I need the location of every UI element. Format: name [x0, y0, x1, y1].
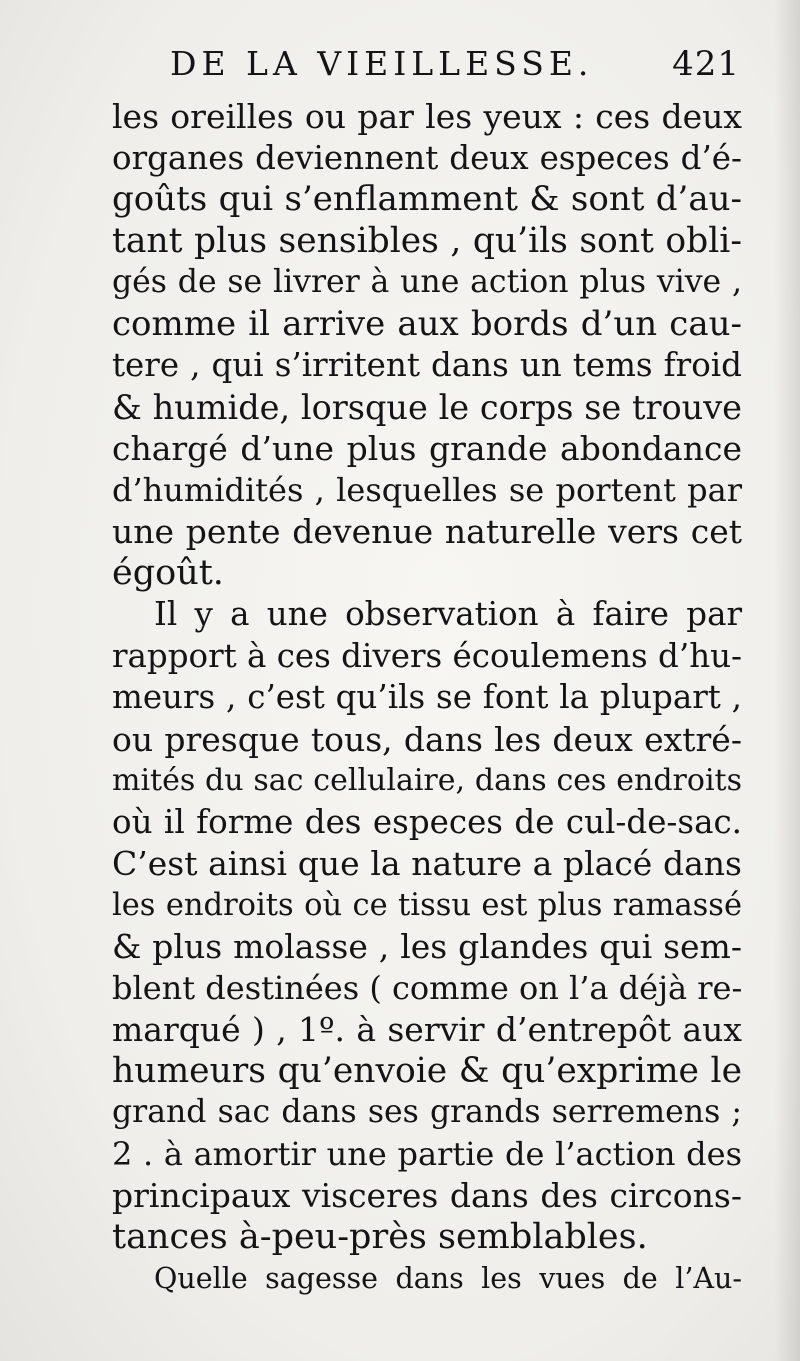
text-line: tant plus sensibles , qu’ils sont obli-	[112, 220, 742, 261]
body-text	[112, 96, 742, 1300]
text-line: ou presque tous, dans les deux extré-	[112, 719, 742, 759]
page-number: 421	[672, 44, 740, 84]
text-line: comme il arrive aux bords d’un cau-	[112, 303, 742, 344]
text-line: meurs , c’est qu’ils se font la plupart ,	[112, 678, 742, 716]
text-line: les oreilles ou par les yeux : ces deux	[112, 97, 742, 136]
text-line: blent destinées ( comme on l’a déjà re-	[112, 968, 743, 1007]
text-line: & plus molasse , les glandes qui sem-	[112, 927, 742, 966]
text-line: gés de se livrer à une action plus vive ,	[112, 264, 742, 300]
page-edge-shadow	[774, 0, 800, 1361]
text-line: organes deviennent deux especes d’é-	[112, 138, 742, 177]
text-line: rapport à ces divers écoulemens d’hu-	[112, 636, 743, 675]
text-line: Il y a une observation à faire par	[154, 595, 742, 633]
text-line: d’humidités , lesquelles se portent par	[112, 470, 742, 509]
text-line: mités du sac cellulaire, dans ces endroits	[112, 763, 742, 798]
text-line: grand sac dans ses grands serremens ;	[112, 1094, 742, 1130]
text-line: les endroits où ce tissu est plus ramassé	[112, 887, 742, 923]
text-line: Quelle sagesse dans les vues de l’Au-	[154, 1262, 742, 1295]
text-line: égoût.	[112, 552, 224, 593]
text-line: 2 . à amortir une partie de l’action des	[112, 1134, 742, 1173]
text-line: chargé d’une plus grande abondance	[112, 429, 742, 468]
text-line: & humide, lorsque le corps se trouve	[112, 387, 742, 427]
text-line: principaux visceres dans des circons-	[112, 1176, 742, 1215]
text-line: où il forme des especes de cul-de-sac.	[112, 802, 742, 841]
text-line: humeurs qu’envoie & qu’exprime le	[112, 1050, 742, 1091]
text-line: tances à-peu-près semblables.	[112, 1216, 648, 1257]
text-line: goûts qui s’enflamment & sont d’au-	[112, 179, 742, 219]
text-line: C’est ainsi que la nature a placé dans	[112, 844, 742, 883]
text-line: marqué ) , 1º. à servir d’entrepôt aux	[112, 1010, 742, 1049]
running-head	[170, 44, 740, 94]
running-title: DE LA VIEILLESSE.	[170, 44, 594, 83]
text-line: tere , qui s’irritent dans un tems froid	[112, 346, 742, 384]
text-line: une pente devenue naturelle vers cet	[112, 512, 742, 551]
